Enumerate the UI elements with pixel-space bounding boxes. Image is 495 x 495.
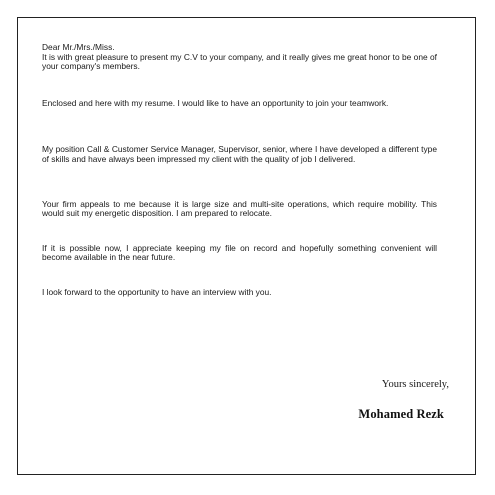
closing: Yours sincerely, <box>381 379 449 390</box>
paragraph-firm: Your firm appeals to me because it is large size and multi-site operations, which require mobility. This would suit my energetic disposition. I am prepared to relocate. <box>42 198 437 219</box>
signature: Mohamed Rezk <box>358 407 444 421</box>
salutation: Dear Mr./Mrs./Miss. <box>42 42 115 52</box>
paragraph-position: My position Call & Customer Service Manager, Supervisor, senior, where I have developed a different type of skills and have always been impressed my client with the quality of job I delivered. <box>42 144 437 164</box>
paragraph-interview: I look forward to the opportunity to have an interview with you. <box>42 286 272 297</box>
paragraph-intro: It is with great pleasure to present my C.V to your company, and it really gives me great honor to be one of your company's members. <box>42 51 437 72</box>
letter-body <box>42 43 437 298</box>
paragraph-file-record: If it is possible now, I appreciate keeping my file on record and hopefully something convenient will become available in the near future. <box>42 242 437 263</box>
paragraph-resume: Enclosed and here with my resume. I would like to have an opportunity to join your teamwork. <box>42 97 389 108</box>
